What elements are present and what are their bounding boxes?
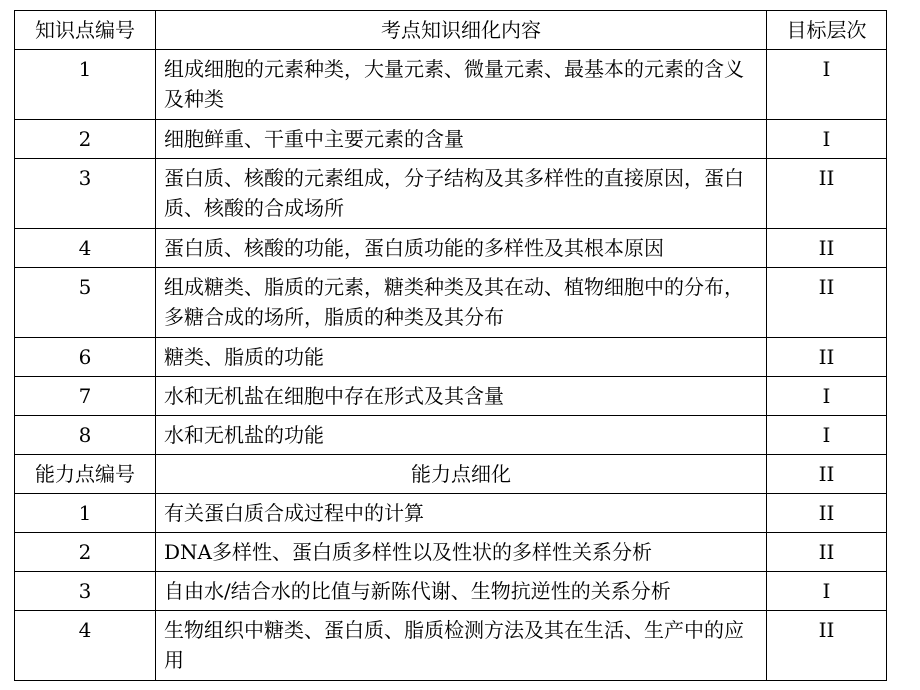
row-number: 3 — [15, 159, 156, 229]
table-row — [15, 120, 887, 159]
row-number: 1 — [15, 50, 156, 120]
row-content: 组成糖类、脂质的元素，糖类种类及其在动、植物细胞中的分布，多糖合成的场所，脂质的种类及其分布 — [156, 268, 767, 338]
row-number: 2 — [15, 120, 156, 159]
table-row — [15, 494, 887, 533]
row-level: II — [767, 268, 887, 338]
table-row — [15, 611, 887, 681]
row-content: 蛋白质、核酸的元素组成，分子结构及其多样性的直接原因，蛋白质、核酸的合成场所 — [156, 159, 767, 229]
row-level: II — [767, 159, 887, 229]
row-level: I — [767, 50, 887, 120]
header-ability-content: 能力点细化 — [156, 455, 767, 494]
header-knowledge-content: 考点知识细化内容 — [156, 11, 767, 50]
table-row — [15, 338, 887, 377]
ability-header-row — [15, 455, 887, 494]
row-number: 5 — [15, 268, 156, 338]
knowledge-header-row — [15, 11, 887, 50]
row-level: II — [767, 494, 887, 533]
row-content: 组成细胞的元素种类，大量元素、微量元素、最基本的元素的含义及种类 — [156, 50, 767, 120]
row-number: 3 — [15, 572, 156, 611]
row-content: 水和无机盐在细胞中存在形式及其含量 — [156, 377, 767, 416]
header-ability-level: II — [767, 455, 887, 494]
row-level: I — [767, 120, 887, 159]
header-ability-number: 能力点编号 — [15, 455, 156, 494]
row-level: I — [767, 572, 887, 611]
header-target-level: 目标层次 — [767, 11, 887, 50]
row-number: 2 — [15, 533, 156, 572]
row-level: II — [767, 338, 887, 377]
row-content: DNA多样性、蛋白质多样性以及性状的多样性关系分析 — [156, 533, 767, 572]
row-content: 蛋白质、核酸的功能，蛋白质功能的多样性及其根本原因 — [156, 229, 767, 268]
table-row — [15, 377, 887, 416]
row-level: II — [767, 611, 887, 681]
row-content: 水和无机盐的功能 — [156, 416, 767, 455]
table-row — [15, 229, 887, 268]
row-level: II — [767, 229, 887, 268]
table-row — [15, 533, 887, 572]
row-number: 8 — [15, 416, 156, 455]
row-content: 有关蛋白质合成过程中的计算 — [156, 494, 767, 533]
row-level: I — [767, 416, 887, 455]
table-row — [15, 268, 887, 338]
row-content: 糖类、脂质的功能 — [156, 338, 767, 377]
table-row — [15, 416, 887, 455]
row-number: 6 — [15, 338, 156, 377]
row-content: 自由水/结合水的比值与新陈代谢、生物抗逆性的关系分析 — [156, 572, 767, 611]
row-number: 4 — [15, 229, 156, 268]
table-row — [15, 572, 887, 611]
row-content: 生物组织中糖类、蛋白质、脂质检测方法及其在生活、生产中的应用 — [156, 611, 767, 681]
row-content: 细胞鲜重、干重中主要元素的含量 — [156, 120, 767, 159]
row-number: 7 — [15, 377, 156, 416]
row-level: I — [767, 377, 887, 416]
table-row — [15, 50, 887, 120]
row-level: II — [767, 533, 887, 572]
row-number: 4 — [15, 611, 156, 681]
header-knowledge-number: 知识点编号 — [15, 11, 156, 50]
table-row — [15, 159, 887, 229]
row-number: 1 — [15, 494, 156, 533]
knowledge-points-table — [14, 10, 887, 681]
